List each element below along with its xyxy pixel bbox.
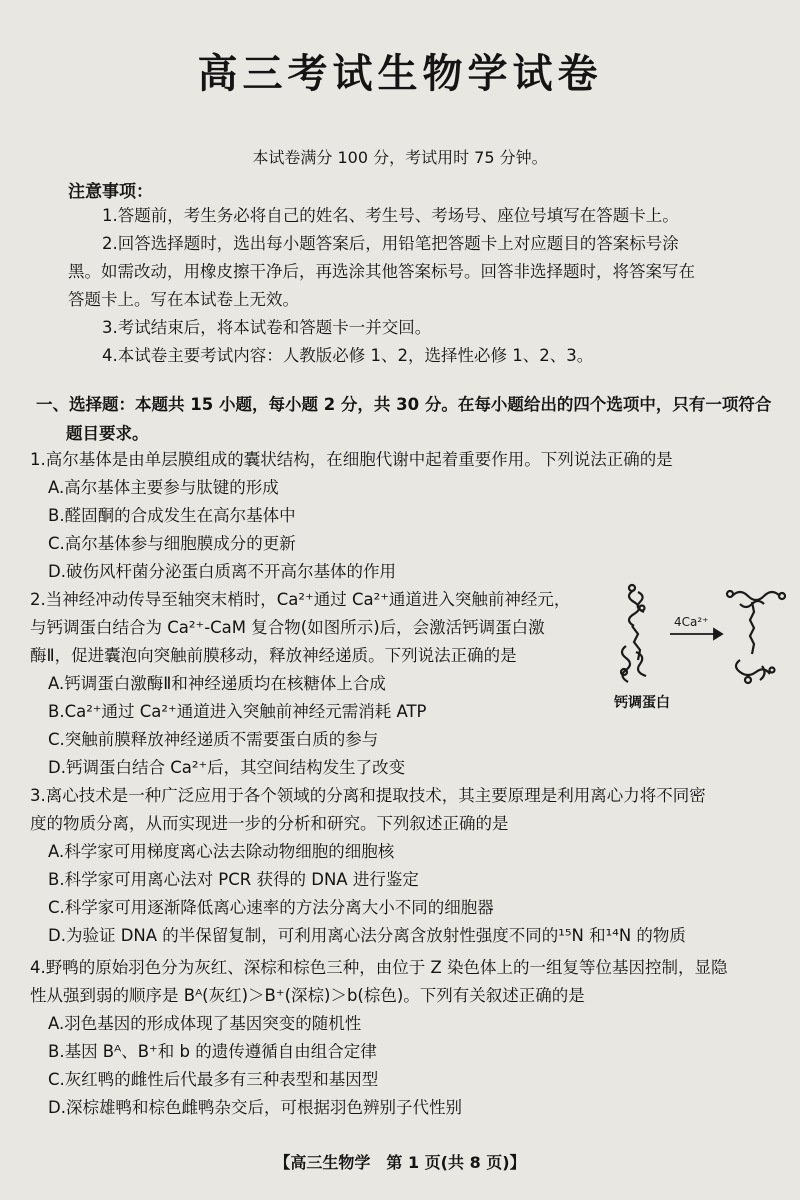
question-2-option-a: A.钙调蛋白激酶Ⅱ和神经递质均在核糖体上合成 bbox=[48, 674, 386, 693]
question-1-option-b: B.醛固酮的合成发生在高尔基体中 bbox=[48, 506, 296, 525]
question-3-option-b: B.科学家可用离心法对 PCR 获得的 DNA 进行鉴定 bbox=[48, 870, 419, 889]
notice-heading: 注意事项： bbox=[68, 182, 153, 202]
question-2-option-b: B.Ca²⁺通过 Ca²⁺通道进入突触前神经元需消耗 ATP bbox=[48, 702, 427, 721]
question-2-option-d: D.钙调蛋白结合 Ca²⁺后，其空间结构发生了改变 bbox=[48, 758, 406, 777]
question-3-option-c: C.科学家可用逐渐降低离心速率的方法分离大小不同的细胞器 bbox=[48, 898, 494, 917]
question-4-option-d: D.深棕雄鸭和棕色雌鸭杂交后，可根据羽色辨别子代性别 bbox=[48, 1098, 462, 1117]
calmodulin-diagram bbox=[612, 582, 792, 692]
page-footer: 【高三生物学 第 1 页(共 8 页)】 bbox=[274, 1153, 526, 1172]
question-1 bbox=[30, 446, 780, 586]
question-3-stem-line-1: 3.离心技术是一种广泛应用于各个领域的分离和提取技术，其主要原理是利用离心力将不同密 bbox=[30, 786, 706, 805]
question-4-stem-line-2: 性从强到弱的顺序是 Bᴬ(灰红)＞B⁺(深棕)＞b(棕色)。下列有关叙述正确的是 bbox=[30, 986, 585, 1005]
section-line-1: 一、选择题：本题共 15 小题，每小题 2 分，共 30 分。在每小题给出的四个选项中，只有一项符合 bbox=[36, 395, 772, 414]
binding-arrow bbox=[670, 629, 722, 639]
figure-caption: 钙调蛋白 bbox=[614, 695, 670, 711]
arrow-label: 4Ca²⁺ bbox=[674, 615, 709, 629]
question-3 bbox=[30, 782, 780, 950]
question-4-option-a: A.羽色基因的形成体现了基因突变的随机性 bbox=[48, 1014, 362, 1033]
notice-line-6: 4.本试卷主要考试内容：人教版必修 1、2，选择性必修 1、2、3。 bbox=[102, 346, 594, 365]
question-1-option-c: C.高尔基体参与细胞膜成分的更新 bbox=[48, 534, 296, 553]
question-2-option-c: C.突触前膜释放神经递质不需要蛋白质的参与 bbox=[48, 730, 379, 749]
notice-line-3: 黑。如需改动，用橡皮擦干净后，再选涂其他答案标号。回答非选择题时，将答案写在 bbox=[68, 262, 695, 281]
question-2-stem-line-3: 酶Ⅱ，促进囊泡向突触前膜移动，释放神经递质。下列说法正确的是 bbox=[30, 646, 517, 665]
exam-subtitle: 本试卷满分 100 分，考试用时 75 分钟。 bbox=[252, 148, 548, 167]
question-4-stem-line-1: 4.野鸭的原始羽色分为灰红、深棕和棕色三种，由位于 Z 染色体上的一组复等位基因控制，显隐 bbox=[30, 958, 728, 977]
calmodulin-figure bbox=[612, 582, 792, 712]
calmodulin-unbound-shape bbox=[621, 585, 646, 682]
section-line-2: 题目要求。 bbox=[66, 424, 149, 443]
question-3-option-d: D.为验证 DNA 的半保留复制，可利用离心法分离含放射性强度不同的¹⁵N 和¹⁴N 的物质 bbox=[48, 926, 686, 945]
question-4 bbox=[30, 954, 780, 1122]
section-heading bbox=[36, 390, 776, 448]
question-4-option-b: B.基因 Bᴬ、B⁺和 b 的遗传遵循自由组合定律 bbox=[48, 1042, 377, 1061]
notice-block bbox=[68, 202, 748, 370]
notice-line-4: 答题卡上。写在本试卷上无效。 bbox=[68, 290, 299, 309]
question-3-option-a: A.科学家可用梯度离心法去除动物细胞的细胞核 bbox=[48, 842, 395, 861]
question-1-option-a: A.高尔基体主要参与肽键的形成 bbox=[48, 478, 279, 497]
question-1-stem: 1.高尔基体是由单层膜组成的囊状结构，在细胞代谢中起着重要作用。下列说法正确的是 bbox=[30, 450, 673, 469]
question-3-stem-line-2: 度的物质分离，从而实现进一步的分析和研究。下列叙述正确的是 bbox=[30, 814, 509, 833]
calmodulin-bound-shape bbox=[727, 591, 785, 683]
question-1-option-d: D.破伤风杆菌分泌蛋白质离不开高尔基体的作用 bbox=[48, 562, 396, 581]
question-4-option-c: C.灰红鸭的雌性后代最多有三种表型和基因型 bbox=[48, 1070, 379, 1089]
notice-line-5: 3.考试结束后，将本试卷和答题卡一并交回。 bbox=[102, 318, 432, 337]
notice-line-2: 2.回答选择题时，选出每小题答案后，用铅笔把答题卡上对应题目的答案标号涂 bbox=[102, 234, 679, 253]
question-2-stem-line-2: 与钙调蛋白结合为 Ca²⁺-CaM 复合物(如图所示)后，会激活钙调蛋白激 bbox=[30, 618, 545, 637]
question-2-stem-line-1: 2.当神经冲动传导至轴突末梢时，Ca²⁺通过 Ca²⁺通道进入突触前神经元， bbox=[30, 590, 571, 609]
exam-title: 高三考试生物学试卷 bbox=[197, 51, 603, 97]
notice-line-1: 1.答题前，考生务必将自己的姓名、考生号、考场号、座位号填写在答题卡上。 bbox=[102, 206, 679, 225]
